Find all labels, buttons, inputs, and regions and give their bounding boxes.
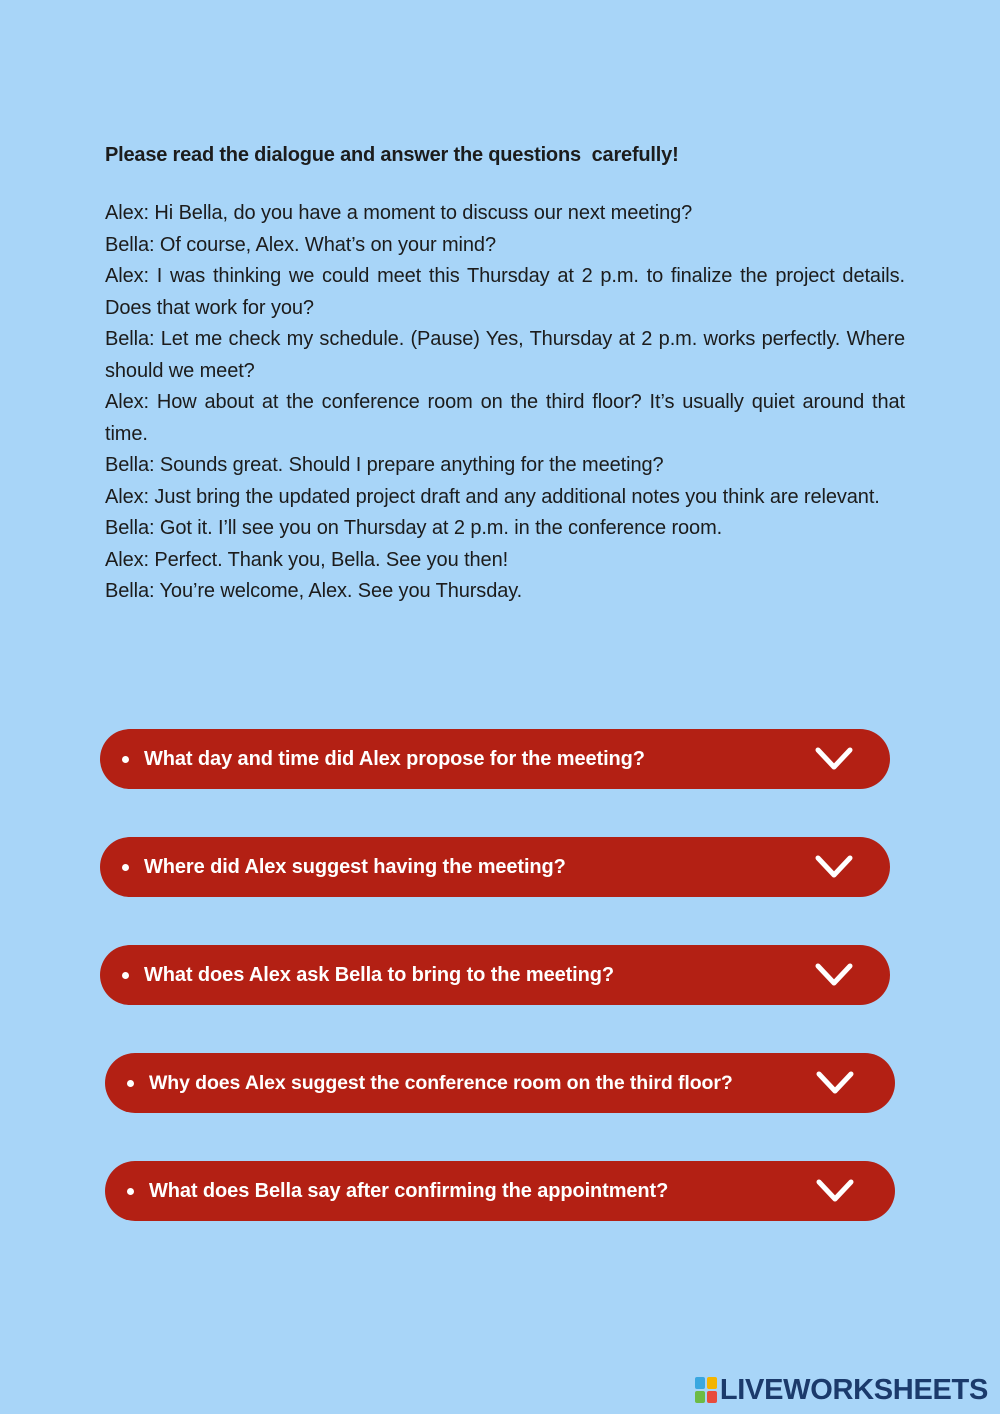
- chevron-down-icon[interactable]: [814, 853, 854, 881]
- question-dropdown-4[interactable]: [105, 1053, 895, 1113]
- dialogue-line: Bella: Sounds great. Should I prepare anything for the meeting?: [105, 454, 664, 476]
- dialogue-line: Alex: How about at the conference room on the third floor? It’s usually quiet around that time.: [105, 391, 905, 445]
- dialogue-line: Bella: You’re welcome, Alex. See you Thursday.: [105, 580, 523, 602]
- question-dropdown-5[interactable]: [105, 1161, 895, 1221]
- bullet-icon: [127, 1188, 134, 1195]
- chevron-down-icon[interactable]: [815, 1177, 855, 1205]
- liveworksheets-logo: [695, 1372, 988, 1408]
- logo-wordmark: LIVEWORKSHEETS: [719, 1373, 988, 1406]
- chevron-down-icon[interactable]: [814, 745, 854, 773]
- question-dropdown-2[interactable]: [100, 837, 890, 897]
- chevron-down-icon[interactable]: [814, 961, 854, 989]
- liveworksheets-logo-icon: [695, 1377, 717, 1403]
- question-text: Why does Alex suggest the conference room on the third floor?: [149, 1071, 733, 1094]
- dialogue-line: Alex: I was thinking we could meet this Thursday at 2 p.m. to finalize the project details. Does that work for you?: [105, 265, 905, 319]
- dialogue-line: Bella: Got it. I’ll see you on Thursday at 2 p.m. in the conference room.: [105, 517, 723, 539]
- bullet-icon: [127, 1080, 134, 1087]
- dialogue-line: Bella: Let me check my schedule. (Pause) Yes, Thursday at 2 p.m. works perfectly. Where should we meet?: [105, 328, 905, 382]
- question-text: What day and time did Alex propose for the meeting?: [144, 747, 645, 770]
- question-text: What does Alex ask Bella to bring to the meeting?: [144, 963, 614, 986]
- dialogue-line: Alex: Hi Bella, do you have a moment to discuss our next meeting?: [105, 202, 693, 224]
- question-dropdown-1[interactable]: [100, 729, 890, 789]
- bullet-icon: [122, 756, 129, 763]
- dialogue-line: Alex: Perfect. Thank you, Bella. See you then!: [105, 548, 509, 571]
- question-dropdown-3[interactable]: [100, 945, 890, 1005]
- dialogue-line: Bella: Of course, Alex. What’s on your mind?: [105, 233, 496, 256]
- dialogue-line: Alex: Just bring the updated project draft and any additional notes you think are relevant.: [105, 485, 880, 508]
- question-text: Where did Alex suggest having the meeting?: [144, 855, 566, 878]
- bullet-icon: [122, 972, 129, 979]
- bullet-icon: [122, 864, 129, 871]
- chevron-down-icon[interactable]: [815, 1069, 855, 1097]
- instructions-heading: Please read the dialogue and answer the questions carefully!: [105, 144, 679, 166]
- question-text: What does Bella say after confirming the appointment?: [149, 1179, 669, 1202]
- dialogue-text: [105, 198, 905, 608]
